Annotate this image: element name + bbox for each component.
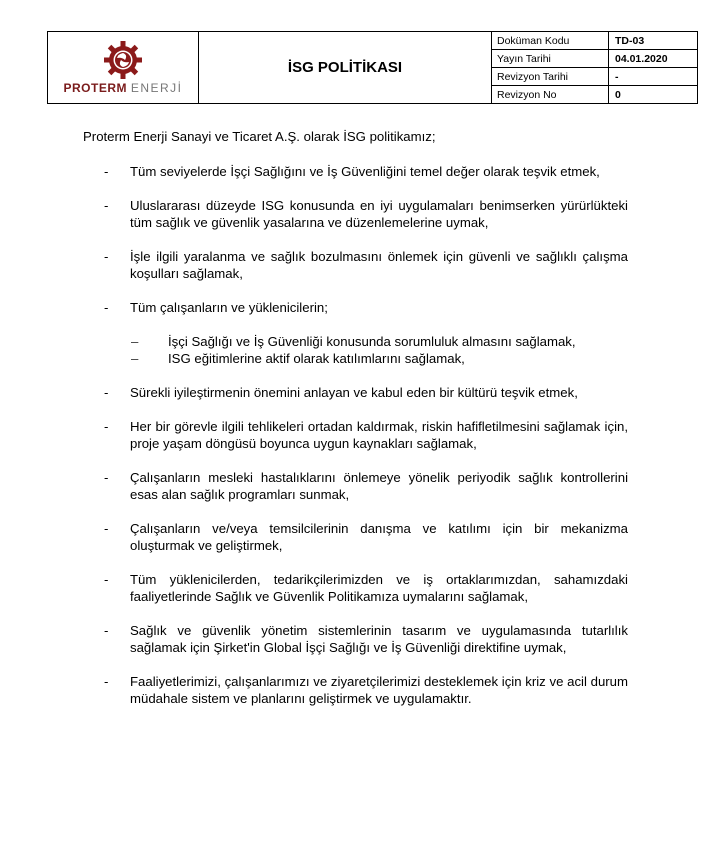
policy-list: [83, 163, 628, 707]
bullet-dash: -: [104, 198, 109, 213]
meta-value-document-code: TD-03: [609, 32, 698, 50]
sub-bullet-dash: –: [131, 334, 139, 349]
logo-cell: [48, 32, 199, 104]
policy-item-text: Tüm seviyelerde İşçi Sağlığını ve İş Güvenliğini temel değer olarak teşvik etmek,: [130, 164, 600, 179]
policy-item: [83, 384, 628, 401]
policy-intro: Proterm Enerji Sanayi ve Ticaret A.Ş. olarak İSG politikamız;: [83, 129, 436, 144]
bullet-dash: -: [104, 419, 109, 434]
policy-item: [83, 299, 628, 367]
document-title: İSG POLİTİKASI: [199, 32, 492, 104]
policy-sub-item-text: İşçi Sağlığı ve İş Güvenliği konusunda sorumluluk almasını sağlamak,: [168, 334, 576, 349]
meta-label-publish-date: Yayın Tarihi: [492, 50, 609, 68]
policy-item-text: Sağlık ve güvenlik yönetim sistemlerinin tasarım ve uygulamasında tutarlılık sağlamak için Şirket'in Global İşçi Sağlığı ve İş Güvenliği direktifine uymak,: [130, 623, 628, 655]
policy-item-text: Çalışanların ve/veya temsilcilerinin danışma ve katılımı için bir mekanizma oluşturmak ve geliştirmek,: [130, 521, 628, 553]
bullet-dash: -: [104, 385, 109, 400]
meta-label-revision-no: Revizyon No: [492, 86, 609, 104]
meta-value-revision-date: -: [609, 68, 698, 86]
bullet-dash: -: [104, 249, 109, 264]
meta-label-document-code: Doküman Kodu: [492, 32, 609, 50]
document-header-table: [47, 31, 698, 104]
policy-item-text: Tüm yüklenicilerden, tedarikçilerimizden ve iş ortaklarımızdan, sahamızdaki faaliyetlerinde Sağlık ve Güvenlik Politikamıza uymalarını sağlamak,: [130, 572, 628, 604]
policy-item-text: Sürekli iyileştirmenin önemini anlayan ve kabul eden bir kültürü teşvik etmek,: [130, 385, 578, 400]
policy-item: [83, 163, 628, 180]
bullet-dash: -: [104, 674, 109, 689]
policy-item: [83, 622, 628, 656]
policy-item: [83, 571, 628, 605]
policy-item-text: Faaliyetlerimizi, çalışanlarımızı ve ziyaretçilerimizi desteklemek için kriz ve acil durum müdahale sistem ve planlarını geliştirmek ve uygulamaktır.: [130, 674, 628, 706]
bullet-dash: -: [104, 623, 109, 638]
gear-logo-icon: [103, 40, 143, 80]
policy-sub-list: [83, 333, 628, 367]
policy-item-text: Her bir görevle ilgili tehlikeleri ortadan kaldırmak, riskin hafifletilmesini sağlamak için, proje yaşam döngüsü boyunca uygun kaynakları sağlamak,: [130, 419, 628, 451]
company-logo: [48, 40, 198, 95]
bullet-dash: -: [104, 572, 109, 587]
meta-label-revision-date: Revizyon Tarihi: [492, 68, 609, 86]
logo-wordmark: [63, 81, 182, 95]
sub-bullet-dash: –: [131, 351, 139, 366]
policy-sub-item: [131, 350, 628, 367]
logo-brand-primary: PROTERM: [63, 81, 127, 95]
meta-value-revision-no: 0: [609, 86, 698, 104]
policy-item-text: İşle ilgili yaralanma ve sağlık bozulmasını önlemek için güvenli ve sağlıklı çalışma koşulları sağlamak,: [130, 249, 628, 281]
logo-brand-secondary: ENERJİ: [130, 81, 183, 95]
policy-item: [83, 197, 628, 231]
policy-item: [83, 673, 628, 707]
policy-item: [83, 520, 628, 554]
policy-item: [83, 418, 628, 452]
policy-item-text: Tüm çalışanların ve yüklenicilerin;: [130, 300, 328, 315]
policy-item: [83, 469, 628, 503]
bullet-dash: -: [104, 164, 109, 179]
policy-body: [83, 128, 628, 724]
policy-item-text: Çalışanların mesleki hastalıklarını önlemeye yönelik periyodik sağlık kontrollerini esas alan sağlık programları sunmak,: [130, 470, 628, 502]
bullet-dash: -: [104, 521, 109, 536]
policy-item: [83, 248, 628, 282]
meta-value-publish-date: 04.01.2020: [609, 50, 698, 68]
policy-item-text: Uluslararası düzeyde ISG konusunda en iyi uygulamaları benimserken yürürlükteki tüm sağlık ve güvenlik yasalarına ve düzenlemelerine uymak,: [130, 198, 628, 230]
bullet-dash: -: [104, 470, 109, 485]
policy-sub-item: [131, 333, 628, 350]
policy-sub-item-text: ISG eğitimlerine aktif olarak katılımlarını sağlamak,: [168, 351, 465, 366]
bullet-dash: -: [104, 300, 109, 315]
